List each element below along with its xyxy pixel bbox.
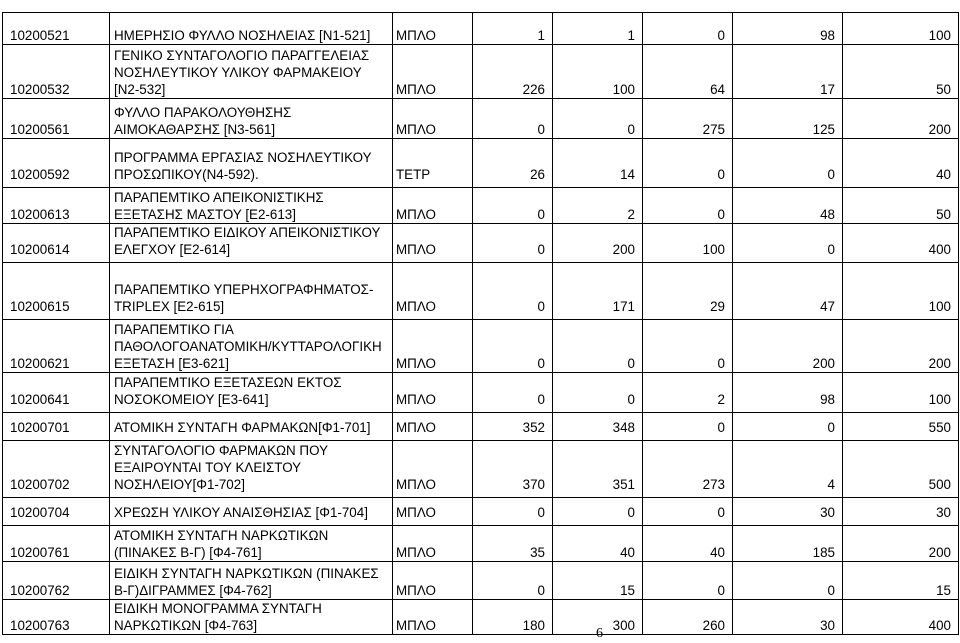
item-description: ΠΡΟΓΡΑΜΜΑ ΕΡΓΑΣΙΑΣ ΝΟΣΗΛΕΥΤΙΚΟΥ ΠΡΟΣΩΠΙΚΟΥ(Ν4-592). [110, 139, 393, 188]
item-description: ΣΥΝΤΑΓΟΛΟΓΙΟ ΦΑΡΜΑΚΩΝ ΠΟΥ ΕΞΑΙΡΟΥΝΤΑΙ ΤΟΥ ΚΛΕΙΣΤΟΥ ΝΟΣΗΛΕΙΟΥ[Φ1-702] [110, 441, 393, 498]
item-value-1: 35 [473, 526, 553, 562]
item-unit: ΜΠΛΟ [393, 373, 473, 413]
item-value-1: 352 [473, 413, 553, 441]
item-value-5: 100 [843, 373, 959, 413]
item-code: 10200763 [3, 600, 110, 635]
item-code: 10200592 [3, 139, 110, 188]
item-code: 10200762 [3, 562, 110, 600]
item-value-5: 500 [843, 441, 959, 498]
table-row [3, 600, 959, 635]
item-unit: ΜΠΛΟ [393, 13, 473, 45]
item-description: ΕΙΔΙΚΗ ΜΟΝΟΓΡΑΜΜΑ ΣΥΝΤΑΓΗ ΝΑΡΚΩΤΙΚΩΝ [Φ4-763] [110, 600, 393, 635]
item-value-2: 0 [553, 373, 643, 413]
item-value-1: 370 [473, 441, 553, 498]
item-description: ΠΑΡΑΠΕΜΤΙΚΟ ΕΙΔΙΚΟΥ ΑΠΕΙΚΟΝΙΣΤΙΚΟΥ ΕΛΕΓΧΟΥ [Ε2-614] [110, 224, 393, 263]
item-value-1: 0 [473, 99, 553, 139]
item-description: ΠΑΡΑΠΕΜΤΙΚΟ ΑΠΕΙΚΟΝΙΣΤΙΚΗΣ ΕΞΕΤΑΣΗΣ ΜΑΣΤΟΥ [Ε2-613] [110, 188, 393, 224]
item-value-2: 351 [553, 441, 643, 498]
item-description: ΑΤΟΜΙΚΗ ΣΥΝΤΑΓΗ ΦΑΡΜΑΚΩΝ[Φ1-701] [110, 413, 393, 441]
table-row [3, 441, 959, 498]
item-code: 10200701 [3, 413, 110, 441]
table-row [3, 188, 959, 224]
item-value-1: 0 [473, 320, 553, 373]
item-code: 10200615 [3, 263, 110, 320]
item-value-5: 50 [843, 45, 959, 99]
item-value-5: 400 [843, 600, 959, 635]
item-description: ΑΤΟΜΙΚΗ ΣΥΝΤΑΓΗ ΝΑΡΚΩΤΙΚΩΝ (ΠΙΝΑΚΕΣ Β-Γ) [Φ4-761] [110, 526, 393, 562]
item-value-5: 200 [843, 320, 959, 373]
inventory-sheet [2, 12, 958, 635]
item-code: 10200561 [3, 99, 110, 139]
item-value-1: 226 [473, 45, 553, 99]
item-value-1: 1 [473, 13, 553, 45]
item-code: 10200704 [3, 498, 110, 526]
item-unit: ΜΠΛΟ [393, 562, 473, 600]
item-unit: ΜΠΛΟ [393, 45, 473, 99]
item-unit: ΜΠΛΟ [393, 224, 473, 263]
item-value-5: 200 [843, 99, 959, 139]
table-row [3, 562, 959, 600]
item-value-4: 48 [733, 188, 843, 224]
item-value-2: 0 [553, 498, 643, 526]
item-value-4: 30 [733, 600, 843, 635]
item-value-4: 200 [733, 320, 843, 373]
table-row [3, 498, 959, 526]
item-value-2: 40 [553, 526, 643, 562]
item-unit: ΜΠΛΟ [393, 441, 473, 498]
item-value-5: 50 [843, 188, 959, 224]
item-value-4: 98 [733, 13, 843, 45]
item-value-3: 0 [643, 188, 733, 224]
item-description: ΓΕΝΙΚΟ ΣΥΝΤΑΓΟΛΟΓΙΟ ΠΑΡΑΓΓΕΛΕΙΑΣ ΝΟΣΗΛΕΥΤΙΚΟΥ ΥΛΙΚΟΥ ΦΑΡΜΑΚΕΙΟΥ [Ν2-532] [110, 45, 393, 99]
item-description: ΦΥΛΛΟ ΠΑΡΑΚΟΛΟΥΘΗΣΗΣ ΑΙΜΟΚΑΘΑΡΣΗΣ [Ν3-561] [110, 99, 393, 139]
item-value-1: 180 [473, 600, 553, 635]
item-value-1: 26 [473, 139, 553, 188]
item-description: ΠΑΡΑΠΕΜΤΙΚΟ ΓΙΑ ΠΑΘΟΛΟΓΟΑΝΑΤΟΜΙΚΗ/ΚΥΤΤΑΡΟΛΟΓΙΚΗ ΕΞΕΤΑΣΗ [Ε3-621] [110, 320, 393, 373]
item-value-5: 100 [843, 263, 959, 320]
item-value-4: 125 [733, 99, 843, 139]
item-value-3: 0 [643, 562, 733, 600]
item-value-3: 0 [643, 13, 733, 45]
item-code: 10200613 [3, 188, 110, 224]
item-unit: ΜΠΛΟ [393, 263, 473, 320]
item-value-4: 4 [733, 441, 843, 498]
table-row [3, 413, 959, 441]
item-value-1: 0 [473, 224, 553, 263]
table-row [3, 373, 959, 413]
item-value-2: 200 [553, 224, 643, 263]
item-unit: ΜΠΛΟ [393, 498, 473, 526]
item-value-1: 0 [473, 373, 553, 413]
page-number: 6 [596, 626, 603, 641]
table-row [3, 224, 959, 263]
item-value-5: 400 [843, 224, 959, 263]
item-value-4: 0 [733, 562, 843, 600]
item-value-1: 0 [473, 263, 553, 320]
item-value-4: 47 [733, 263, 843, 320]
item-value-2: 171 [553, 263, 643, 320]
item-unit: ΜΠΛΟ [393, 526, 473, 562]
item-description: ΕΙΔΙΚΗ ΣΥΝΤΑΓΗ ΝΑΡΚΩΤΙΚΩΝ (ΠΙΝΑΚΕΣ Β-Γ)ΔΙΓΡΑΜΜΕΣ [Φ4-762] [110, 562, 393, 600]
item-value-2: 2 [553, 188, 643, 224]
item-value-4: 0 [733, 139, 843, 188]
item-value-5: 15 [843, 562, 959, 600]
item-description: ΗΜΕΡΗΣΙΟ ΦΥΛΛΟ ΝΟΣΗΛΕΙΑΣ [Ν1-521] [110, 13, 393, 45]
item-value-4: 0 [733, 224, 843, 263]
item-value-4: 0 [733, 413, 843, 441]
item-value-3: 2 [643, 373, 733, 413]
item-value-1: 0 [473, 498, 553, 526]
item-code: 10200761 [3, 526, 110, 562]
item-value-2: 15 [553, 562, 643, 600]
item-value-5: 200 [843, 526, 959, 562]
item-unit: ΜΠΛΟ [393, 320, 473, 373]
item-description: ΠΑΡΑΠΕΜΤΙΚΟ ΥΠΕΡΗΧΟΓΡΑΦΗΜΑΤΟΣ-TRIPLEX [Ε2-615] [110, 263, 393, 320]
item-value-4: 30 [733, 498, 843, 526]
item-value-3: 275 [643, 99, 733, 139]
item-value-3: 273 [643, 441, 733, 498]
item-value-4: 98 [733, 373, 843, 413]
table-row [3, 99, 959, 139]
table-row [3, 13, 959, 45]
item-description: ΠΑΡΑΠΕΜΤΙΚΟ ΕΞΕΤΑΣΕΩΝ ΕΚΤΟΣ ΝΟΣΟΚΟΜΕΙΟΥ [Ε3-641] [110, 373, 393, 413]
item-code: 10200532 [3, 45, 110, 99]
item-value-5: 550 [843, 413, 959, 441]
table-row [3, 263, 959, 320]
item-value-3: 40 [643, 526, 733, 562]
item-value-3: 0 [643, 320, 733, 373]
table-row [3, 139, 959, 188]
item-value-3: 0 [643, 413, 733, 441]
item-unit: ΜΠΛΟ [393, 99, 473, 139]
forms-table [2, 12, 959, 635]
item-value-1: 0 [473, 562, 553, 600]
item-value-2: 0 [553, 320, 643, 373]
item-code: 10200621 [3, 320, 110, 373]
item-unit: ΜΠΛΟ [393, 600, 473, 635]
item-value-3: 64 [643, 45, 733, 99]
item-value-5: 40 [843, 139, 959, 188]
item-code: 10200614 [3, 224, 110, 263]
item-code: 10200641 [3, 373, 110, 413]
item-description: ΧΡΕΩΣΗ ΥΛΙΚΟΥ ΑΝΑΙΣΘΗΣΙΑΣ [Φ1-704] [110, 498, 393, 526]
item-value-3: 260 [643, 600, 733, 635]
item-value-3: 0 [643, 498, 733, 526]
item-value-3: 100 [643, 224, 733, 263]
table-row [3, 45, 959, 99]
item-code: 10200702 [3, 441, 110, 498]
table-row [3, 320, 959, 373]
item-value-4: 185 [733, 526, 843, 562]
item-value-2: 0 [553, 99, 643, 139]
item-value-2: 1 [553, 13, 643, 45]
item-value-3: 29 [643, 263, 733, 320]
item-value-2: 14 [553, 139, 643, 188]
item-unit: ΜΠΛΟ [393, 188, 473, 224]
item-value-3: 0 [643, 139, 733, 188]
item-value-5: 100 [843, 13, 959, 45]
item-value-4: 17 [733, 45, 843, 99]
item-value-2: 300 [553, 600, 643, 635]
item-value-5: 30 [843, 498, 959, 526]
item-value-2: 348 [553, 413, 643, 441]
item-unit: ΤΕΤΡ [393, 139, 473, 188]
item-value-1: 0 [473, 188, 553, 224]
table-row [3, 526, 959, 562]
item-code: 10200521 [3, 13, 110, 45]
item-unit: ΜΠΛΟ [393, 413, 473, 441]
item-value-2: 100 [553, 45, 643, 99]
